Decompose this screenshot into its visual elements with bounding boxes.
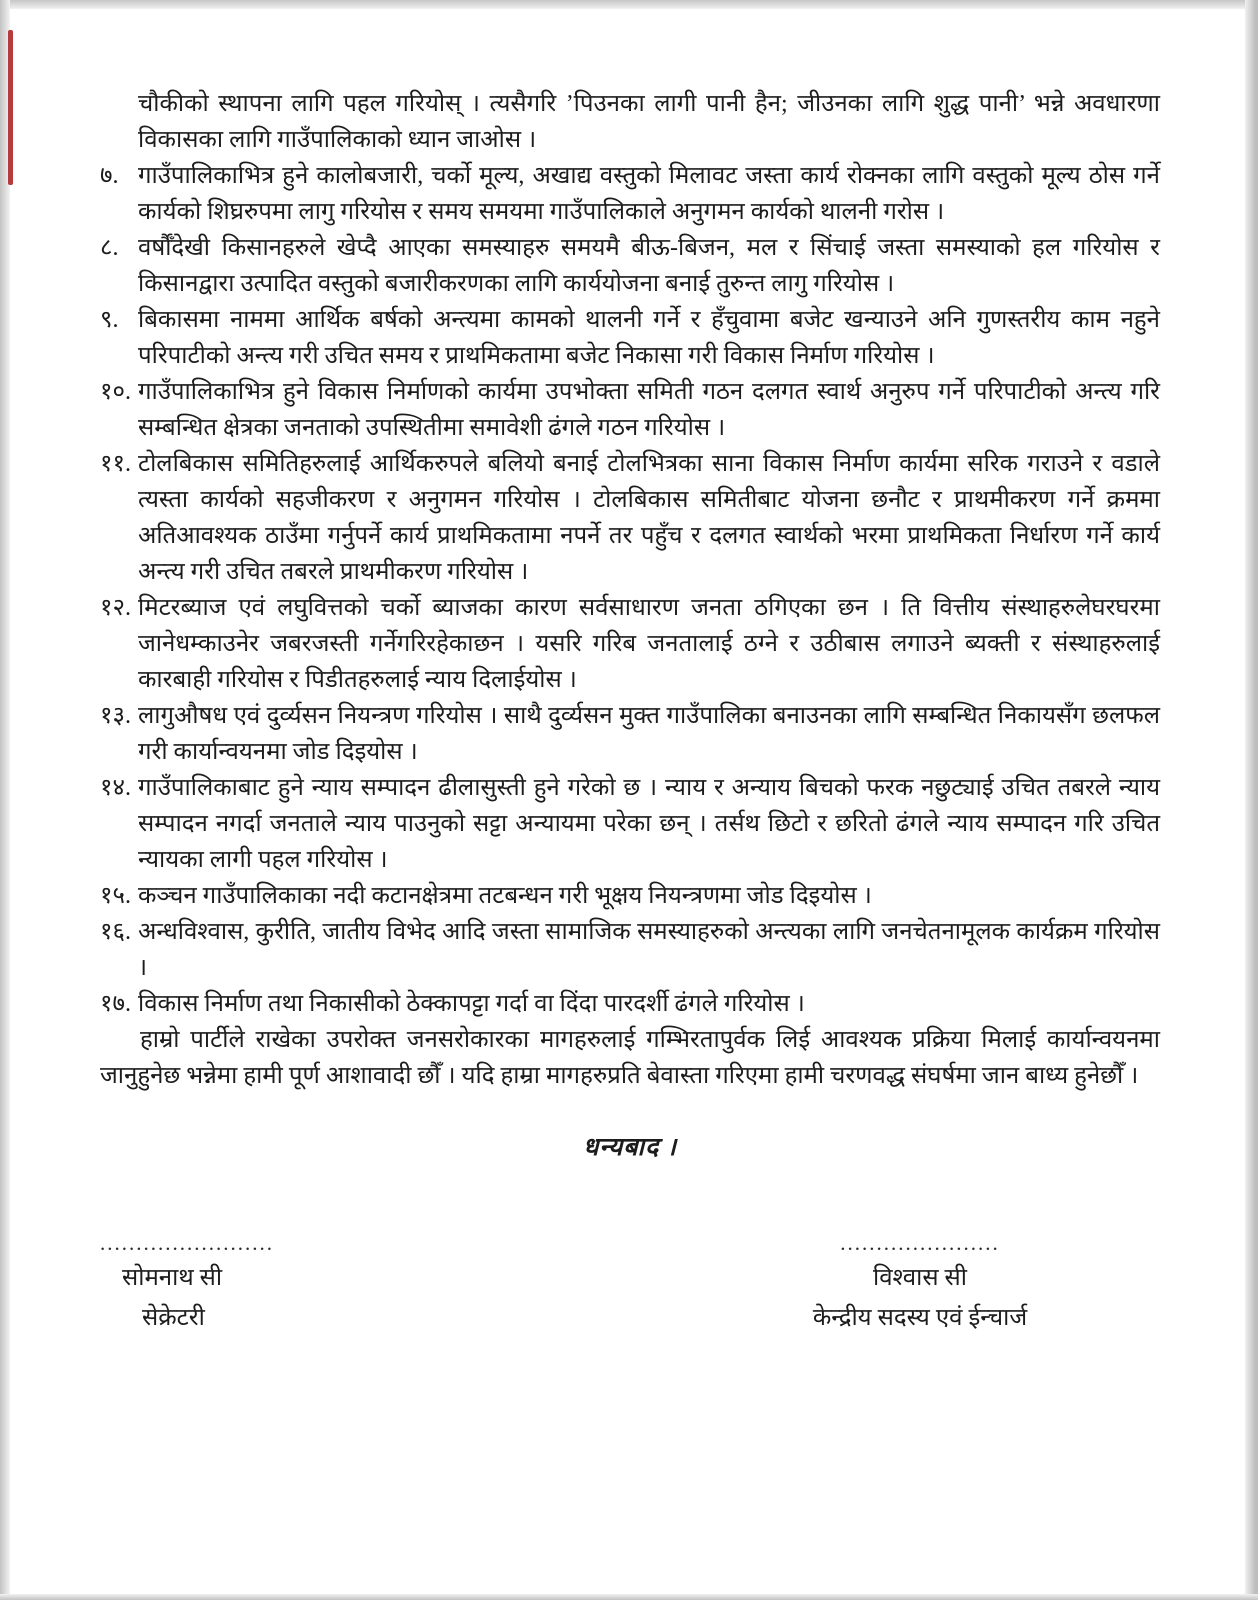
scan-edge-top bbox=[0, 0, 1258, 9]
scan-edge-bottom bbox=[0, 1594, 1258, 1600]
item-text: मिटरब्याज एवं लघुवित्तको चर्को ब्याजका कारण सर्वसाधारण जनता ठगिएका छन । ति वित्तीय संस्थाहरुलेघरघरमा जानेधम्काउनेर जबरजस्ती गर्नेगरिरहेकाछन । यसरि गरिब जनतालाई ठग्ने र उठीबास लगाउने ब्यक्ती र संस्थाहरुलाई कारबाही गरियोस र पिडीतहरुलाई न्याय दिलाईयोस । bbox=[138, 595, 1160, 693]
list-item bbox=[100, 878, 1160, 914]
list-item bbox=[100, 302, 1160, 374]
item-text: बिकासमा नाममा आर्थिक बर्षको अन्त्यमा कामको थालनी गर्ने र हँचुवामा बजेट खन्याउने अनि गुणस्तरीय काम नहुने परिपाटीको अन्त्य गरी उचित समय र प्राथमिकतामा बजेट निकासा गरी विकास निर्माण गरियोस । bbox=[138, 307, 1160, 369]
scan-red-mark bbox=[8, 30, 13, 185]
item-text: विकास निर्माण तथा निकासीको ठेक्कापट्टा गर्दा वा दिंदा पारदर्शी ढंगले गरियोस । bbox=[138, 991, 805, 1017]
list-item bbox=[100, 770, 1160, 878]
item-number: ८. bbox=[100, 235, 119, 261]
item-text: गाउँपालिकाबाट हुने न्याय सम्पादन ढीलासुस्ती हुने गरेको छ । न्याय र अन्याय बिचको फरक नछुट्याई उचित तबरले न्याय सम्पादन नगर्दा जनताले न्याय पाउनुको सट्टा अन्यायमा परेका छन् । तर्सथ छिटो र छरितो ढंगले न्याय सम्पादन गरि उचित न्यायका लागी पहल गरियोस । bbox=[138, 775, 1160, 873]
item-text: गाउँपालिकाभित्र हुने विकास निर्माणको कार्यमा उपभोक्ता समिती गठन दलगत स्वार्थ अनुरुप गर्ने परिपाटीको अन्त्य गरि सम्बन्धित क्षेत्रका जनताको उपस्थितीमा समावेशी ढंगले गठन गरियोस । bbox=[138, 379, 1160, 441]
thanks-line: धन्यबाद । bbox=[582, 1134, 677, 1161]
item-text: अन्धविश्वास, कुरीति, जातीय विभेद आदि जस्ता सामाजिक समस्याहरुको अन्त्यका लागि जनचेतनामूलक कार्यक्रम गरियोस । bbox=[138, 919, 1160, 981]
signature-dotted-line: ........................ bbox=[100, 1231, 274, 1255]
signature-block-left bbox=[100, 1228, 400, 1338]
item-number: १७. bbox=[100, 991, 131, 1017]
item-text: वर्षौँदेखी किसानहरुले खेप्दै आएका समस्याहरु समयमै बीऊ-बिजन, मल र सिंचाई जस्ता समस्याको हल गरियोस र किसानद्वारा उत्पादित वस्तुको बजारीकरणका लागि कार्ययोजना बनाई तुरुन्त लागु गरियोस । bbox=[138, 235, 1160, 297]
item-text: लागुऔषध एवं दुर्व्यसन नियन्त्रण गरियोस । साथै दुर्व्यसन मुक्त गाउँपालिका बनाउनका लागि सम्बन्धित निकायसँग छलफल गरी कार्यान्वयनमा जोड दिइयोस । bbox=[138, 703, 1160, 765]
item-number: ७. bbox=[100, 163, 119, 189]
signatory-title: केन्द्रीय सदस्य एवं ईन्चार्ज bbox=[812, 1305, 1028, 1331]
item-number: १५. bbox=[100, 883, 131, 909]
list-item bbox=[100, 590, 1160, 698]
item-text: टोलबिकास समितिहरुलाई आर्थिकरुपले बलियो बनाई टोलभित्रका साना विकास निर्माण कार्यमा सरिक गराउने र वडाले त्यस्ता कार्यको सहजीकरण र अनुगमन गरियोस । टोलबिकास समितीबाट योजना छनौट र प्राथमीकरण गर्ने क्रममा अतिआवश्यक ठाउँमा गर्नुपर्ने कार्य प्राथमिकतामा नपर्ने तर पहुँच र दलगत स्वार्थको भरमा प्राथमिकता निर्धारण गर्ने कार्य अन्त्य गरी उचित तबरले प्राथमीकरण गरियोस । bbox=[138, 451, 1160, 585]
list-item bbox=[100, 158, 1160, 230]
list-item bbox=[100, 698, 1160, 770]
list-item bbox=[100, 986, 1160, 1022]
intro-continuation-text: चौकीको स्थापना लागि पहल गरियोस् । त्यसैगरि ’पिउनका लागी पानी हैन; जीउनका लागि शुद्ध पानी’ भन्ने अवधारणा विकासका लागि गाउँपालिकाको ध्यान जाओस । bbox=[138, 91, 1160, 153]
item-number: १४. bbox=[100, 775, 131, 801]
list-item bbox=[100, 230, 1160, 302]
item-number: १३. bbox=[100, 703, 131, 729]
item-number: १२. bbox=[100, 595, 131, 621]
item-number: ९. bbox=[100, 307, 119, 333]
item-text: गाउँपालिकाभित्र हुने कालोबजारी, चर्को मूल्य, अखाद्य वस्तुको मिलावट जस्ता कार्य रोक्नका लागि वस्तुको मूल्य ठोस गर्ने कार्यको शिघ्ररुपमा लागु गरियोस र समय समयमा गाउँपालिकाले अनुगमन कार्यको थालनी गरोस । bbox=[138, 163, 1160, 225]
signature-block-right bbox=[750, 1228, 1090, 1338]
list-item bbox=[100, 914, 1160, 986]
signature-row bbox=[100, 1228, 1160, 1338]
signatory-title: सेक्रेटरी bbox=[142, 1305, 205, 1331]
item-text: कञ्चन गाउँपालिकाका नदी कटानक्षेत्रमा तटबन्धन गरी भूक्षय नियन्त्रणमा जोड दिइयोस । bbox=[138, 883, 872, 909]
signatory-name: विश्वास सी bbox=[873, 1265, 967, 1291]
item-number: १०. bbox=[100, 379, 131, 405]
item-number: ११. bbox=[100, 451, 131, 477]
signature-dotted-line: ...................... bbox=[840, 1231, 1000, 1255]
list-item bbox=[100, 374, 1160, 446]
list-item bbox=[100, 446, 1160, 590]
document-body bbox=[100, 86, 1160, 1338]
signatory-name: सोमनाथ सी bbox=[122, 1265, 223, 1291]
scan-edge-left bbox=[0, 0, 10, 1600]
closing-paragraph: हाम्रो पार्टीले राखेका उपरोक्त जनसरोकारका मागहरुलाई गम्भिरतापुर्वक लिई आवश्यक प्रक्रिया मिलाई कार्यान्वयनमा जानुहुनेछ भन्नेमा हामी पूर्ण आशावादी छौँ । यदि हाम्रा मागहरुप्रति बेवास्ता गरिएमा हामी चरणवद्ध संघर्षमा जान बाध्य हुनेछौँ । bbox=[100, 1027, 1160, 1089]
scan-edge-right bbox=[1245, 0, 1258, 1600]
item-number: १६. bbox=[100, 919, 131, 945]
